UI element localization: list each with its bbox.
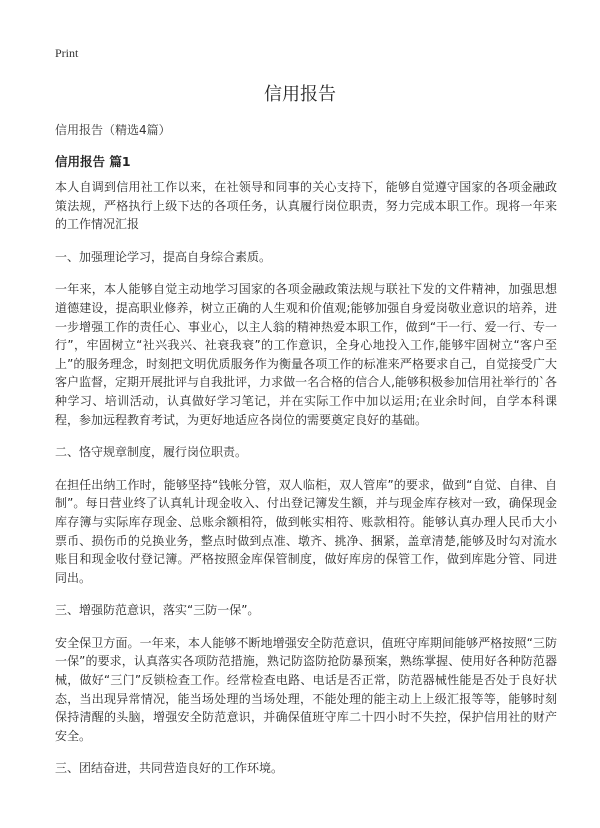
document-title: 信用报告	[264, 84, 336, 105]
section-3-heading: 三、增强防范意识，落实“三防一保”。	[55, 603, 260, 618]
section-1-paragraph: 一年来，本人能够自觉主动地学习国家的各项金融政策法规与联社下发的文件精神，加强思想道德建设，提高职业修养，树立正确的人生观和价值观;能够加强自身爱岗敬业意识的培养，进一步增强工作的责任心、事业心，以主人翁的精神热爱本职工作，做到“干一行、爱一行、专一行”，牢固树立“社兴我兴、社衰我衰”的工作意识，全身心地投入工作,能够牢固树立“客户至上”的服务理念，时刻把文明优质服务作为衡量各项工作的标准来严格要求自己，自觉接受广大客户监督，定期开展批评与自我批评，力求做一名合格的信合人,能够积极参加信用社举行的`各种学习、培训活动，认真做好学习笔记，并在实际工作中加以运用;在业余时间，自学本科课程，参加远程教育考试，为更好地适应各岗位的需要奠定良好的基础。	[55, 282, 557, 427]
section-4-heading: 三、团结奋进，共同营造良好的工作环境。	[55, 761, 284, 776]
section-2-paragraph: 在担任出纳工作时，能够坚持“钱帐分管，双人临柜，双人管库”的要求，做到“自觉、自律、自制”。每日营业终了认真轧计现金收入、付出登记簿发生额，并与现金库存核对一致，确保现金库存簿与实际库存现金、总账余额相符，做到帐实相符、账款相符。能够认真办理人民币大小票币、损伤币的兑换业务，整点时做到点准、墩齐、挑净、捆紧，盖章清楚,能够及时勾对流水账目和现金收付登记簿。严格按照金库保管制度，做好库房的保管工作，做到库匙分管、同进同出。	[55, 477, 557, 585]
document-subtitle: 信用报告（精选4篇）	[55, 123, 171, 137]
intro-paragraph: 本人自调到信用社工作以来，在社领导和同事的关心支持下，能够自觉遵守国家的各项金融政策法规，严格执行上级下达的各项任务，认真履行岗位职责，努力完成本职工作。现将一年来的工作情况汇报	[55, 180, 557, 232]
section-heading: 信用报告 篇1	[55, 154, 131, 169]
document-body	[55, 178, 557, 792]
section-3-paragraph: 安全保卫方面。一年来，本人能够不断地增强安全防范意识，值班守库期间能够严格按照“三防一保”的要求，认真落实各项防范措施，熟记防盗防抢防暴预案，熟练掌握、使用好各种防范器械，做好“三门”反锁检查工作。经常检查电路、电话是否正常，防范器械性能是否处于良好状态，当出现异常情况，能当场处理的当场处理，不能处理的能主动上上级汇报等等，能够时刻保持清醒的头脑，增强安全防范意识，并确保值班守库二十四小时不失控，保护信用社的财产安全。	[55, 635, 557, 743]
print-link[interactable]: Print	[55, 46, 79, 60]
section-1-heading: 一、加强理论学习，提高自身综合素质。	[55, 249, 272, 264]
section-2-heading: 二、恪守规章制度，履行岗位职责。	[55, 445, 248, 460]
